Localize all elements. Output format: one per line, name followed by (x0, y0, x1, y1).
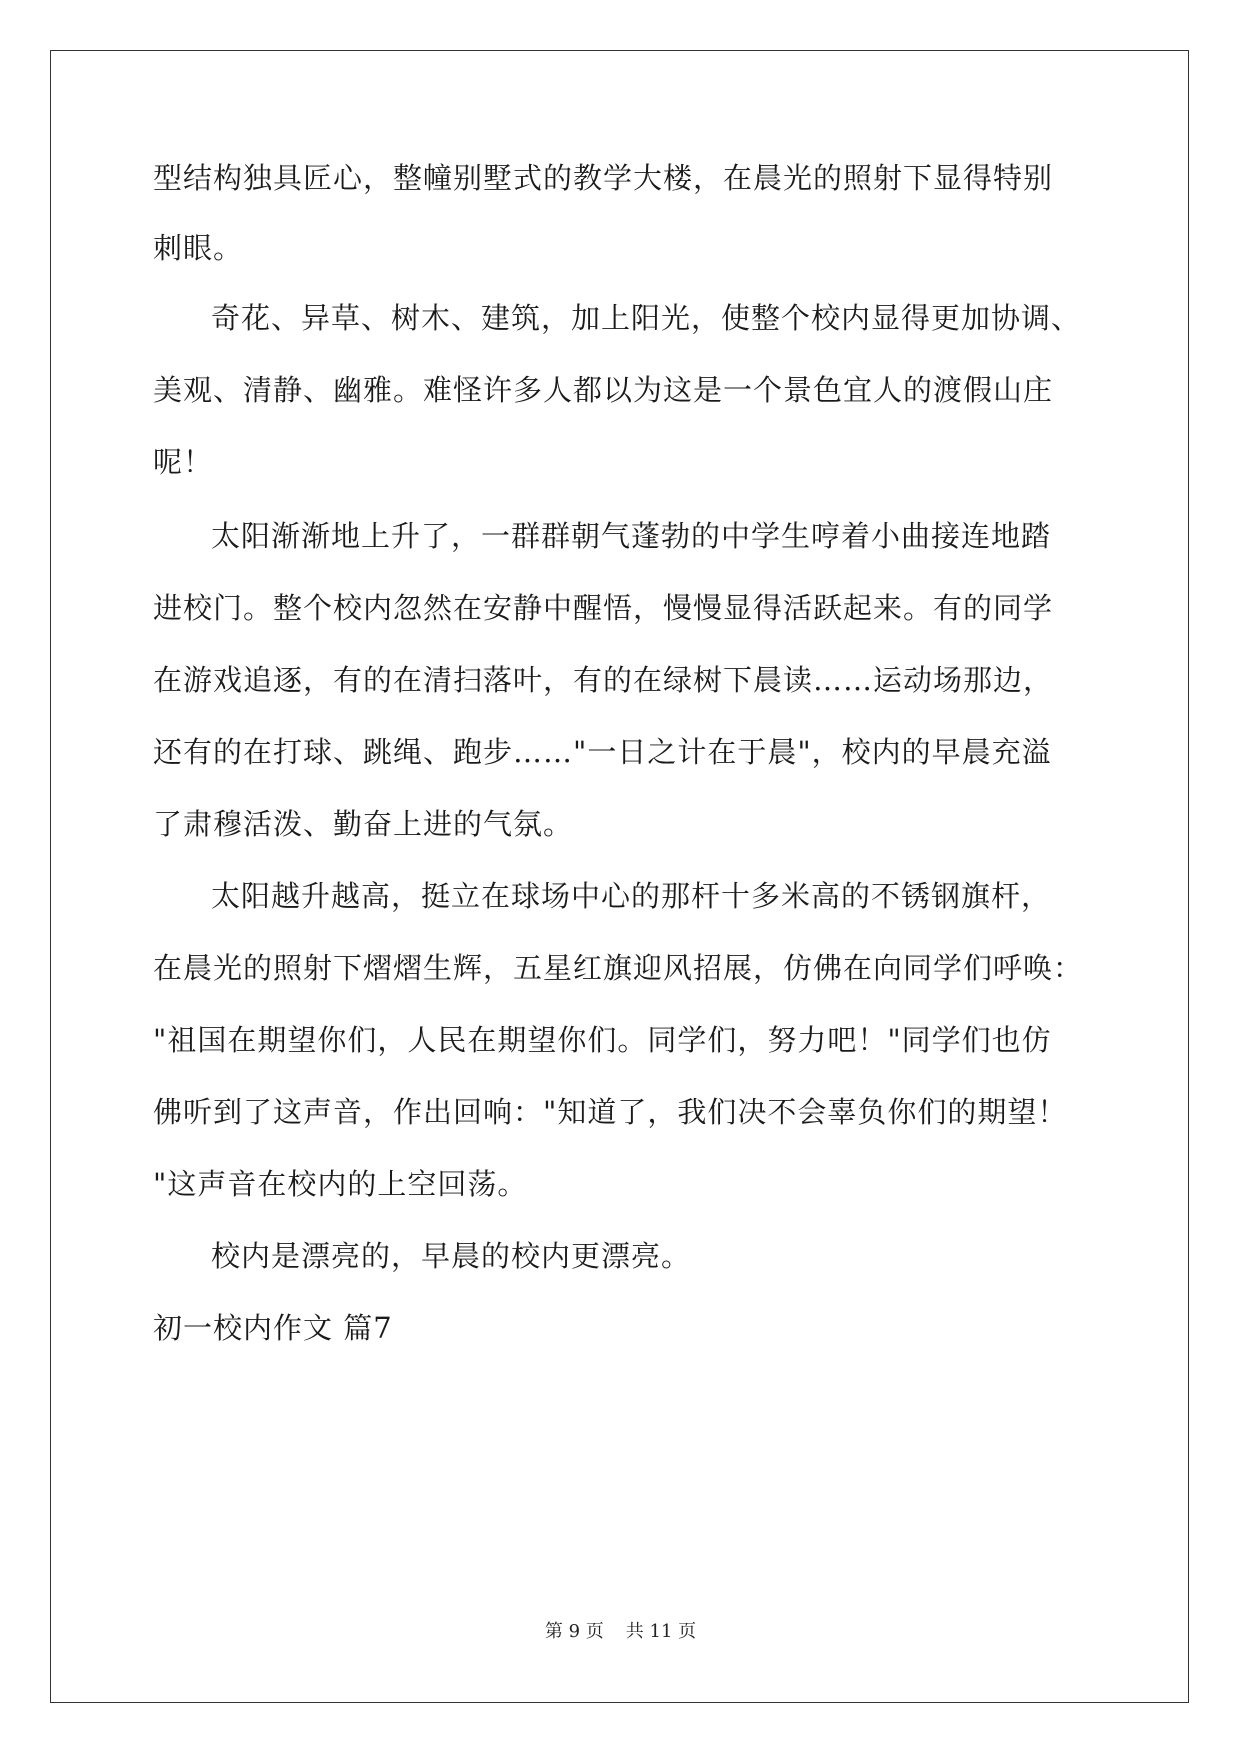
paragraph-line: 了肃穆活泼、勤奋上进的气氛。 (153, 807, 574, 841)
paragraph-line: 呢！ (153, 445, 214, 479)
paragraph-line: 在游戏追逐，有的在清扫落叶，有的在绿树下晨读……运动场那边， (153, 663, 1054, 697)
paragraph-line: 刺眼。 (153, 231, 244, 265)
paragraph-line: 还有的在打球、跳绳、跑步……"一日之计在于晨"，校内的早晨充溢 (153, 735, 1052, 769)
paragraph-line: 在晨光的照射下熠熠生辉，五星红旗迎风招展，仿佛在向同学们呼唤： (153, 951, 1084, 985)
paragraph-line: 太阳渐渐地上升了，一群群朝气蓬勃的中学生哼着小曲接连地踏 (211, 519, 1052, 553)
paragraph-line: "祖国在期望你们，人民在期望你们。同学们，努力吧！"同学们也仿 (153, 1023, 1052, 1057)
paragraph-line: 校内是漂亮的，早晨的校内更漂亮。 (211, 1239, 692, 1273)
paragraph-line: 奇花、异草、树木、建筑，加上阳光，使整个校内显得更加协调、 (211, 301, 1082, 335)
paragraph-line: 型结构独具匠心，整幢别墅式的教学大楼，在晨光的照射下显得特别 (153, 161, 1054, 195)
paragraph-line: 佛听到了这声音，作出回响："知道了，我们决不会辜负你们的期望！ (153, 1095, 1068, 1129)
page-footer (0, 1620, 1241, 1644)
page-total: 共 11 页 (625, 1621, 697, 1642)
page-number: 第 9 页 (544, 1621, 604, 1642)
section-heading: 初一校内作文 篇7 (153, 1311, 393, 1345)
paragraph-line: 进校门。整个校内忽然在安静中醒悟，慢慢显得活跃起来。有的同学 (153, 591, 1054, 625)
paragraph-line: "这声音在校内的上空回荡。 (153, 1167, 528, 1201)
paragraph-line: 太阳越升越高，挺立在球场中心的那杆十多米高的不锈钢旗杆， (211, 879, 1052, 913)
paragraph-line: 美观、清静、幽雅。难怪许多人都以为这是一个景色宜人的渡假山庄 (153, 373, 1054, 407)
